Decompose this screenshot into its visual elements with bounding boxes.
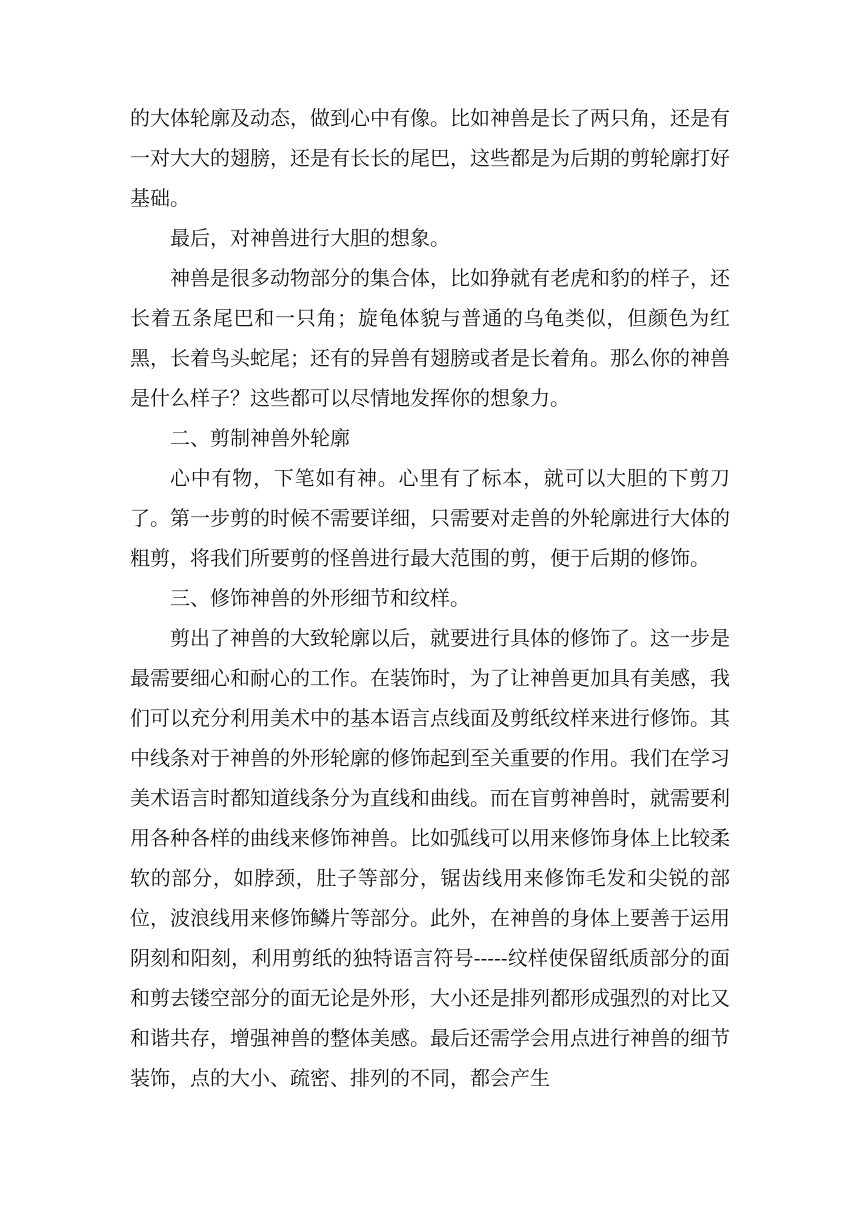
document-body <box>130 98 730 1098</box>
paragraph-cut-outline: 心中有物，下笔如有神。心里有了标本，就可以大胆的下剪刀了。第一步剪的时候不需要详细，只需要对走兽的外轮廓进行大体的粗剪，将我们所要剪的怪兽进行最大范围的剪，便于后期的修饰。 <box>130 466 730 570</box>
paragraph-imagination-intro: 最后，对神兽进行大胆的想象。 <box>170 226 450 250</box>
section-heading-cut-outline: 二、剪制神兽外轮廓 <box>170 426 350 450</box>
paragraph-decoration: 剪出了神兽的大致轮廓以后，就要进行具体的修饰了。这一步是最需要细心和耐心的工作。在装饰时，为了让神兽更加具有美感，我们可以充分利用美术中的基本语言点线面及剪纸纹样来进行修饰。其中线条对于神兽的外形轮廓的修饰起到至关重要的作用。我们在学习美术语言时都知道线条分为直线和曲线。而在盲剪神兽时，就需要利用各种各样的曲线来修饰神兽。比如弧线可以用来修饰身体上比较柔软的部分，如脖颈，肚子等部分，锯齿线用来修饰毛发和尖锐的部位，波浪线用来修饰鳞片等部分。此外，在神兽的身体上要善于运用阴刻和阳刻，利用剪纸的独特语言符号-----纹样使保留纸质部分的面和剪去镂空部分的面无论是外形，大小还是排列都形成强烈的对比又和谐共存，增强神兽的整体美感。最后还需学会用点进行神兽的细节装饰，点的大小、疏密、排列的不同，都会产生 <box>130 626 730 1090</box>
paragraph-continuation: 的大体轮廓及动态，做到心中有像。比如神兽是长了两只角，还是有一对大大的翅膀，还是有长长的尾巴，这些都是为后期的剪轮廓打好基础。 <box>130 106 730 210</box>
paragraph-beast-description: 神兽是很多动物部分的集合体，比如狰就有老虎和豹的样子，还长着五条尾巴和一只角；旋龟体貌与普通的乌龟类似，但颜色为红黑，长着鸟头蛇尾；还有的异兽有翅膀或者是长着角。那么你的神兽是什么样子？这些都可以尽情地发挥你的想象力。 <box>130 266 730 410</box>
section-heading-decoration: 三、修饰神兽的外形细节和纹样。 <box>170 586 470 610</box>
